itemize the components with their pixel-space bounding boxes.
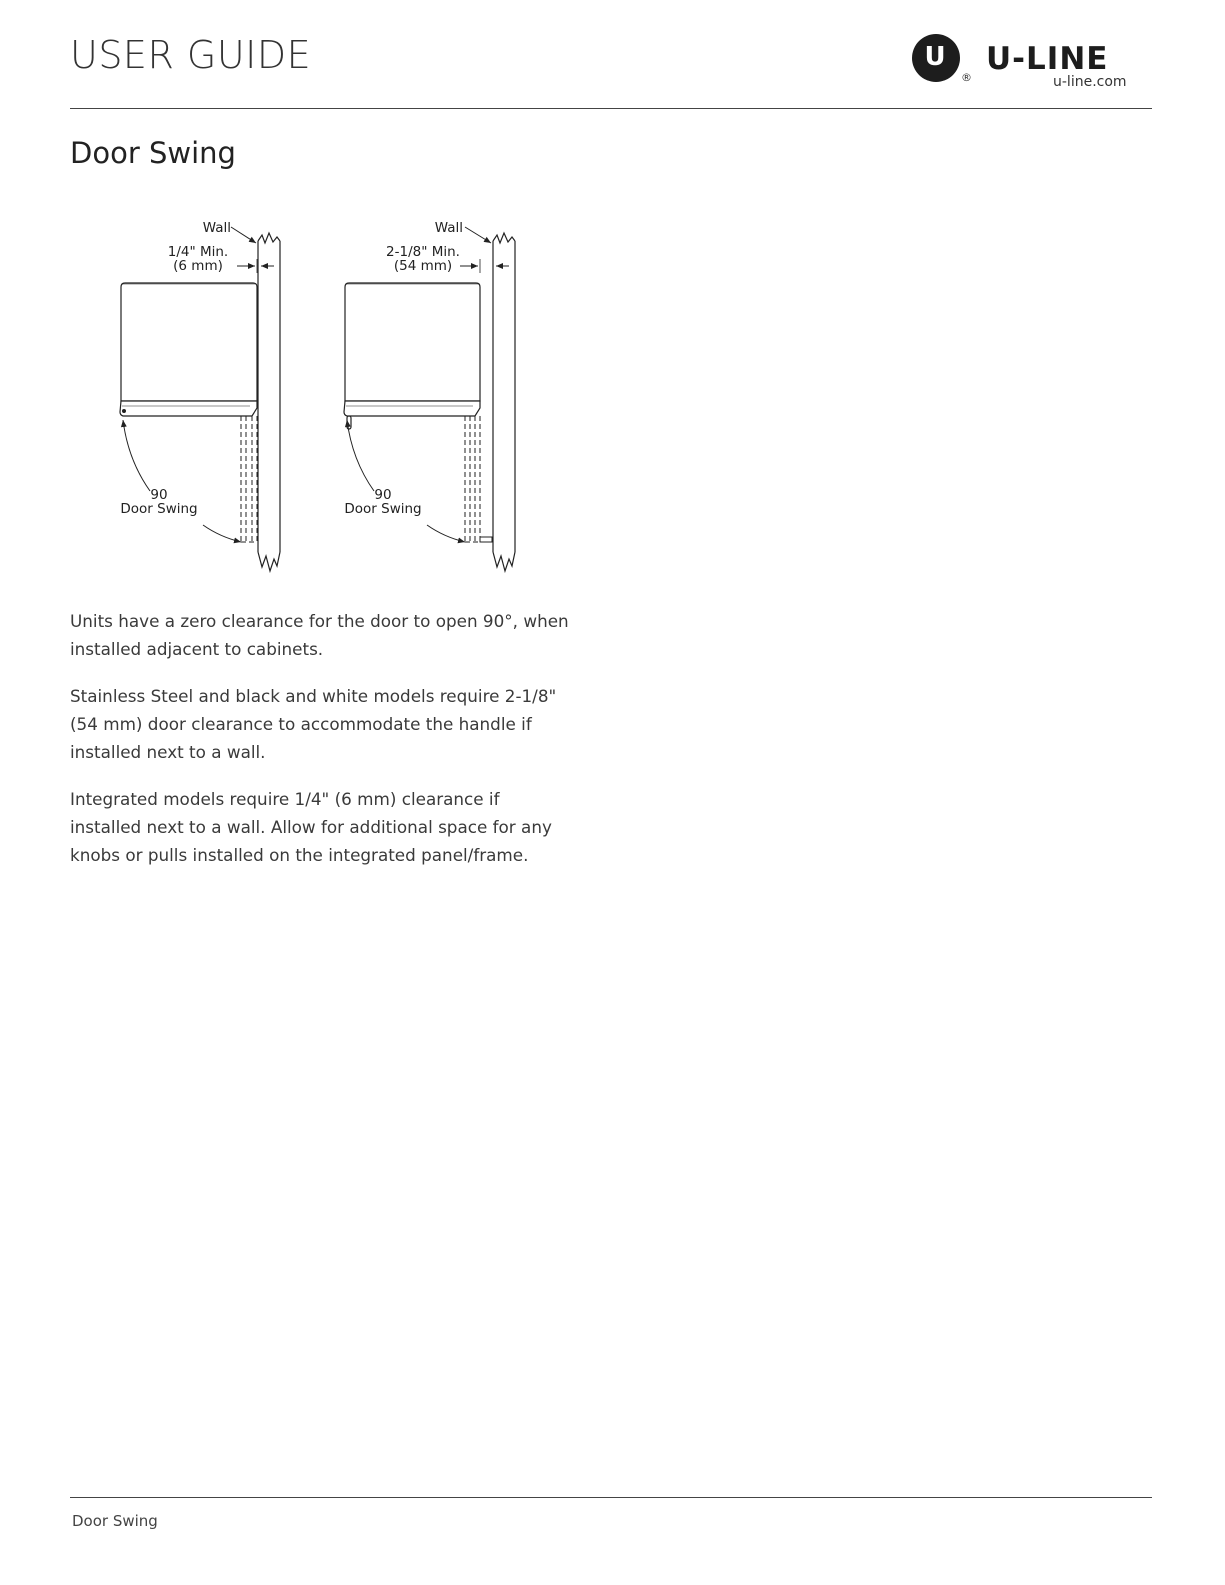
right-open-handle [480,537,492,542]
left-wall-label: Wall [202,220,231,236]
logo-mark-letter: U [924,42,946,72]
right-wall-label: Wall [434,220,463,236]
footer-section-label: Door Swing [72,1512,158,1530]
left-wall [258,233,280,571]
left-clearance-line1: 1/4" Min. [167,244,229,260]
right-angle-label: 90 [374,487,392,503]
left-cabinet [120,283,257,416]
paragraph-stainless-clearance: Stainless Steel and black and white models require 2-1/8" (54 mm) door clearance to accommodate the handle if installed next to a wall. [70,686,557,762]
logo-mark-icon [912,34,960,82]
right-clearance-line2: (54 mm) [393,258,453,274]
left-swing-label: Door Swing [120,501,198,517]
logo-url: u-line.com [1053,74,1127,90]
paragraph-integrated-clearance: Integrated models require 1/4" (6 mm) clearance if installed next to a wall. Allow for additional space for any knobs or pulls installed on the integrated panel/frame. [70,789,552,865]
registered-mark: ® [961,71,972,84]
door-swing-diagram [110,215,540,585]
brand-logo[interactable] [912,30,1152,92]
header-divider [70,108,1152,109]
section-heading: Door Swing [70,136,236,170]
right-swing-label: Door Swing [344,501,422,517]
logo-wordmark: U-LINE [986,41,1109,77]
left-diagram [120,220,280,571]
right-diagram [344,220,515,571]
footer-divider [70,1497,1152,1498]
left-open-door [241,416,257,542]
right-clearance-line1: 2-1/8" Min. [386,244,460,260]
document-title: USER GUIDE [70,33,312,77]
right-cabinet [344,283,480,429]
body-text [70,607,570,888]
left-clearance-line2: (6 mm) [173,258,223,274]
right-open-door [465,416,480,542]
left-angle-label: 90 [150,487,168,503]
right-wall [493,233,515,571]
paragraph-zero-clearance: Units have a zero clearance for the door to open 90°, when installed adjacent to cabinets. [70,611,569,659]
